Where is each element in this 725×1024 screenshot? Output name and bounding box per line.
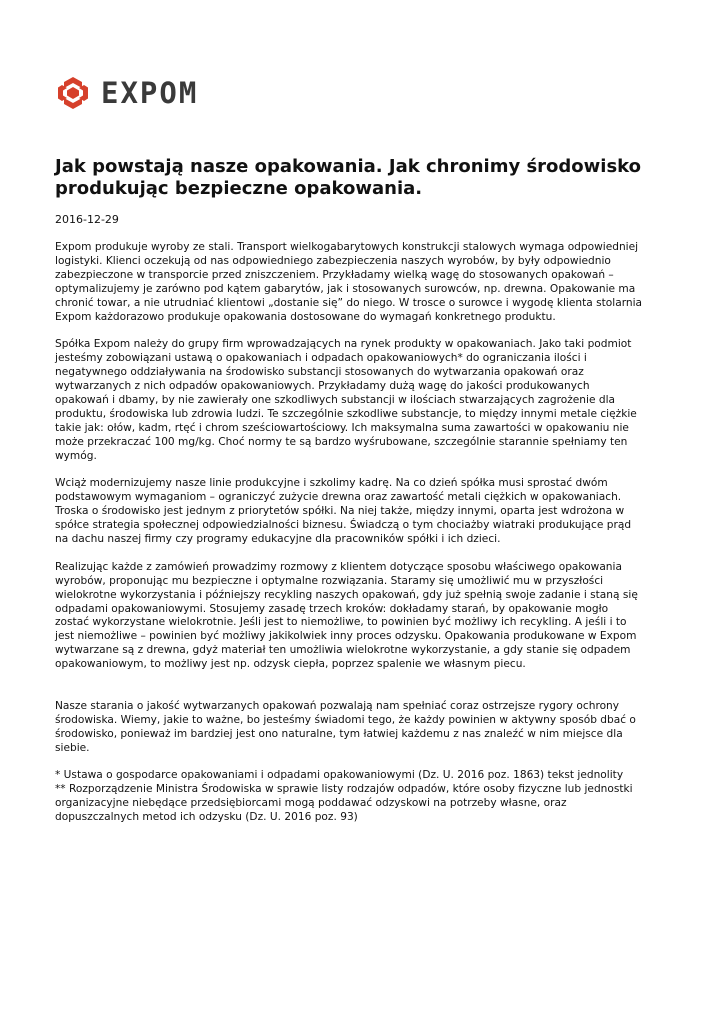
hexagon-logo-icon [55, 75, 91, 111]
article-title-text: Jak powstają nasze opakowania. Jak chronimy środowisko produkując bezpieczne opakowania. [55, 156, 642, 199]
article-paragraph: Nasze starania o jakość wytwarzanych opakowań pozwalają nam spełniać coraz ostrzejsze rygory ochrony środowiska. Wiemy, jakie to ważne, bo jesteśmy świadomi tego, że każdy powinien w aktywny sposób dbać o środowisko, ponieważ im bardziej jest ono naturalne, tym łatwiej każdemu z nas znaleźć w nim miejsce dla siebie. [55, 699, 636, 754]
article-paragraph: Realizując każde z zamówień prowadzimy rozmowy z klientem dotyczące sposobu właściwego opakowania wyrobów, proponując mu bezpieczne i optymalne rozwiązania. Staramy się umożliwić mu w przyszłości wielokrotne wykorzystania i późniejszy recykling naszych opakowań, gdy już spełnią swoje zadanie i staną się odpadami opakowaniowymi. Stosujemy zasadę trzech kroków: dokładamy starań, by opakowanie mogło zostać wykorzystane wielokrotnie. Jeśli jest to niemożliwe, to powinien być możliwy ich recykling. A jeśli i to jest niemożliwe – powinien być możliwy jakikolwiek inny proces odzysku. Opakowania produkowane w Expom wytwarzane są z drewna, gdyż materiał ten umożliwia wielokrotne wykorzystanie, a gdy stanie się odpadem opakowaniowym, to możliwy jest np. odzysk ciepła, poprzez spalenie we własnym piecu. [55, 560, 638, 671]
article-body [55, 241, 670, 825]
company-logo [55, 73, 198, 113]
footnote: ** Rozporządzenie Ministra Środowiska w sprawie listy rodzajów odpadów, które osoby fizyczne lub jednostki organizacyjne niebędące przedsiębiorcami mogą poddawać odzyskowi na potrzeby własne, oraz dopuszczalnych metod ich odzysku (Dz. U. 2016 poz. 93) [55, 783, 633, 824]
article-paragraph: Wciąż modernizujemy nasze linie produkcyjne i szkolimy kadrę. Na co dzień spółka musi sprostać dwóm podstawowym wymaganiom – ograniczyć zużycie drewna oraz zawartość metali ciężkich w opakowaniach. Troska o środowisko jest jednym z priorytetów spółki. Na niej także, między innymi, oparta jest wdrożona w spółce strategia społecznej odpowiedzialności biznesu. Świadczą o tym chociażby wiatraki produkujące prąd na dachu naszej firmy czy programy edukacyjne dla pracowników spółki i ich dzieci. [55, 477, 632, 545]
article-paragraph: Spółka Expom należy do grupy firm wprowadzających na rynek produkty w opakowaniach. Jako taki podmiot jesteśmy zobowiązani ustawą o opakowaniach i odpadach opakowaniowych* do ograniczania ilości i negatywnego oddziaływania na środowisko substancji stosowanych do wytwarzania opakowań oraz wytwarzanych z nich odpadów opakowaniowych. Przykładamy dużą wagę do jakości produkowanych opakowań i dbamy, by nie zawierały one szkodliwych substancji w ilościach stwarzających zagrożenie dla produktu, środowiska lub zdrowia ludzi. Te szczególnie szkodliwe substancje, to między innymi metale ciężkie takie jak: ołów, kadm, rtęć i chrom sześciowartościowy. Ich maksymalna suma zawartości w opakowaniu nie może przekraczać 100 mg/kg. Choć normy te są bardzo wyśrubowane, szczególnie starannie spełniamy ten wymóg. [55, 338, 637, 462]
article-title [55, 156, 695, 200]
article-date: 2016-12-29 [55, 213, 119, 226]
logo-wordmark: EXPOM [101, 76, 199, 110]
footnote: * Ustawa o gospodarce opakowaniami i odpadami opakowaniowymi (Dz. U. 2016 poz. 1863) tekst jednolity [55, 769, 624, 782]
article-paragraph: Expom produkuje wyroby ze stali. Transport wielkogabarytowych konstrukcji stalowych wymaga odpowiedniej logistyki. Klienci oczekują od nas odpowiedniego zabezpieczenia naszych wyrobów, by były odpowiednio zabezpieczone w transporcie przed zniszczeniem. Przykładamy wielką wagę do stosowanych opakowań – optymalizujemy je zarówno pod kątem gabarytów, jak i stosowanych surowców, np. drewna. Opakowanie ma chronić towar, a nie utrudniać klientowi „dostanie się” do niego. W trosce o surowce i wygodę klienta stolarnia Expom każdorazowo produkuje opakowania dostosowane do wymagań konkretnego produktu. [55, 241, 643, 323]
